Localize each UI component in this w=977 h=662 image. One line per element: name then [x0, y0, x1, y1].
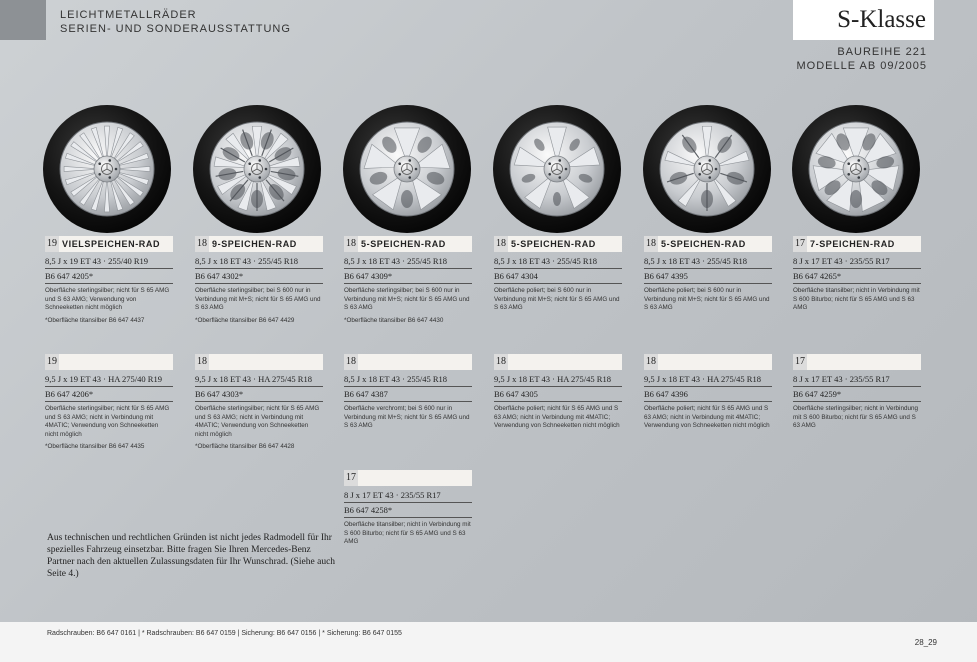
wheel-card [344, 236, 472, 325]
wheel-image-3 [341, 103, 473, 235]
wheel-card [344, 354, 472, 431]
wheel-card [494, 236, 622, 313]
wheel-spec: 8 J x 17 ET 43 · 235/55 R17 [793, 254, 921, 269]
wheel-name: 5-SPEICHEN-RAD [508, 236, 622, 252]
wheel-spec: 9,5 J x 19 ET 43 · HA 275/40 R19 [45, 372, 173, 387]
wheel-name: VIELSPEICHEN-RAD [59, 236, 173, 252]
wheel-card [195, 354, 323, 451]
wheel-name [59, 354, 173, 370]
wheel-card [45, 354, 173, 451]
rim-size-badge: 18 [195, 354, 209, 370]
rim-size-badge: 18 [644, 354, 658, 370]
wheel-description: Oberfläche sterlingsilber; bei S 600 nur in Verbindung mit M+S; nicht für S 65 AMG und S 63 AMG [195, 287, 321, 312]
part-number: B6 647 4309* [344, 269, 472, 284]
wheel-image-2 [191, 103, 323, 235]
part-number: B6 647 4396 [644, 387, 772, 402]
wheel-description: Oberfläche verchromt; bei S 600 nur in Verbindung mit M+S; nicht für S 65 AMG und S 63 AMG [344, 405, 470, 430]
part-number: B6 647 4387 [344, 387, 472, 402]
wheel-card [344, 470, 472, 547]
wheel-name [358, 470, 472, 486]
wheel-spec: 8,5 J x 18 ET 43 · 255/45 R18 [644, 254, 772, 269]
page-title-line2: SERIEN- UND SONDERAUSSTATTUNG [60, 23, 291, 35]
wheel-description: Oberfläche poliert; nicht für S 65 AMG und S 63 AMG; nicht in Verbindung mit 4MATIC; Verwendung von Schneeketten nicht möglich [644, 405, 770, 430]
alt-finish-note: *Oberfläche titansilber B6 647 4428 [195, 443, 295, 451]
part-number: B6 647 4302* [195, 269, 323, 284]
footer [0, 622, 977, 662]
wheel-name [508, 354, 622, 370]
alt-finish-note: *Oberfläche titansilber B6 647 4429 [195, 316, 295, 324]
wheel-name [658, 354, 772, 370]
wheel-image-4 [491, 103, 623, 235]
rim-size-badge: 19 [45, 236, 59, 252]
rim-size-badge: 18 [195, 236, 209, 252]
page-number: 28_29 [914, 638, 937, 647]
rim-size-badge: 17 [793, 236, 807, 252]
rim-size-badge: 17 [793, 354, 807, 370]
brand-title: S-Klasse [793, 0, 934, 40]
wheel-spec: 8 J x 17 ET 43 · 235/55 R17 [344, 488, 472, 503]
part-number: B6 647 4258* [344, 503, 472, 518]
rim-size-badge: 18 [644, 236, 658, 252]
part-number: B6 647 4304 [494, 269, 622, 284]
wheel-card [494, 354, 622, 431]
wheel-description: Oberfläche sterlingsilber; nicht für S 65 AMG und S 63 AMG; nicht in Verbindung mit 4MATIC; Verwendung von Schneeketten nicht möglich [195, 405, 320, 438]
alt-finish-note: *Oberfläche titansilber B6 647 4437 [45, 316, 145, 324]
rim-size-badge: 18 [494, 354, 508, 370]
part-number: B6 647 4305 [494, 387, 622, 402]
wheel-description: Oberfläche titansilber; nicht in Verbindung mit S 600 Biturbo; nicht für S 65 AMG und S 63 AMG [344, 521, 471, 546]
part-number: B6 647 4265* [793, 269, 921, 284]
wheel-name: 7-SPEICHEN-RAD [807, 236, 921, 252]
wheel-spec: 9,5 J x 18 ET 43 · HA 275/45 R18 [644, 372, 772, 387]
wheel-spec: 8,5 J x 18 ET 43 · 255/45 R18 [494, 254, 622, 269]
rim-size-badge: 17 [344, 470, 358, 486]
page-title [60, 8, 291, 36]
wheel-name: 5-SPEICHEN-RAD [358, 236, 472, 252]
wheel-card [793, 236, 921, 313]
wheel-description: Oberfläche sterlingsilber; nicht in Verbindung mit S 600 Biturbo; nicht für S 65 AMG und S 63 AMG [793, 405, 918, 430]
page-title-line1: LEICHTMETALLRÄDER [60, 9, 197, 21]
rim-size-badge: 19 [45, 354, 59, 370]
wheel-spec: 8,5 J x 19 ET 43 · 255/40 R19 [45, 254, 173, 269]
wheel-description: Oberfläche poliert; bei S 600 nur in Verbindung mit M+S; nicht für S 65 AMG und S 63 AMG [494, 287, 620, 312]
wheel-image-1 [41, 103, 173, 235]
rim-size-badge: 18 [494, 236, 508, 252]
series-line: BAUREIHE 221 [837, 46, 927, 58]
wheel-card [644, 354, 772, 431]
wheel-description: Oberfläche titansilber; nicht in Verbindung mit S 600 Biturbo; nicht für S 65 AMG und S 63 AMG [793, 287, 920, 312]
wheel-description: Oberfläche poliert; bei S 600 nur in Verbindung mit M+S; nicht für S 65 AMG und S 63 AMG [644, 287, 770, 312]
wheel-spec: 9,5 J x 18 ET 43 · HA 275/45 R18 [494, 372, 622, 387]
rim-size-badge: 18 [344, 236, 358, 252]
models-line: MODELLE AB 09/2005 [796, 60, 927, 72]
part-number: B6 647 4395 [644, 269, 772, 284]
header-color-block [0, 0, 46, 40]
part-number: B6 647 4259* [793, 387, 921, 402]
wheel-card [793, 354, 921, 431]
wheel-spec: 9,5 J x 18 ET 43 · HA 275/45 R18 [195, 372, 323, 387]
alt-finish-note: *Oberfläche titansilber B6 647 4435 [45, 443, 145, 451]
wheel-image-6 [790, 103, 922, 235]
wheel-spec: 8,5 J x 18 ET 43 · 255/45 R18 [344, 372, 472, 387]
wheel-spec: 8,5 J x 18 ET 43 · 255/45 R18 [344, 254, 472, 269]
wheel-card [45, 236, 173, 325]
wheel-description: Oberfläche sterlingsilber; bei S 600 nur in Verbindung mit M+S; nicht für S 65 AMG und S 63 AMG [344, 287, 470, 312]
wheel-name: 5-SPEICHEN-RAD [658, 236, 772, 252]
wheel-name: 9-SPEICHEN-RAD [209, 236, 323, 252]
part-number: B6 647 4206* [45, 387, 173, 402]
wheel-description: Oberfläche sterlingsilber; nicht für S 65 AMG und S 63 AMG; Verwendung von Schneeketten nicht möglich [45, 287, 170, 312]
footer-parts-text: Radschrauben: B6 647 0161 | * Radschrauben: B6 647 0159 | Sicherung: B6 647 0156 | * Sicherung: B6 647 0155 [47, 630, 402, 637]
wheel-description: Oberfläche sterlingsilber; nicht für S 65 AMG und S 63 AMG; nicht in Verbindung mit 4MATIC; Verwendung von Schneeketten nicht möglich [45, 405, 170, 438]
wheel-image-5 [641, 103, 773, 235]
part-number: B6 647 4303* [195, 387, 323, 402]
wheel-description: Oberfläche poliert; nicht für S 65 AMG und S 63 AMG; nicht in Verbindung mit 4MATIC; Verwendung von Schneeketten nicht möglich [494, 405, 620, 430]
wheel-name [209, 354, 323, 370]
series-info [796, 45, 927, 73]
disclaimer-text: Aus technischen und rechtlichen Gründen ist nicht jedes Radmodell für Ihr spezielles Fahrzeug einsetzbar. Bitte fragen Sie Ihren Mercedes-Benz Partner nach den aktuellen Zulassungsdaten für Ihr Wunschrad. (Siehe auch Seite 4.) [47, 533, 336, 579]
rim-size-badge: 18 [344, 354, 358, 370]
wheel-card [644, 236, 772, 313]
wheel-name [807, 354, 921, 370]
part-number: B6 647 4205* [45, 269, 173, 284]
wheel-card [195, 236, 323, 325]
wheel-spec: 8,5 J x 18 ET 43 · 255/45 R18 [195, 254, 323, 269]
wheel-spec: 8 J x 17 ET 43 · 235/55 R17 [793, 372, 921, 387]
alt-finish-note: *Oberfläche titansilber B6 647 4430 [344, 316, 444, 324]
wheel-name [358, 354, 472, 370]
